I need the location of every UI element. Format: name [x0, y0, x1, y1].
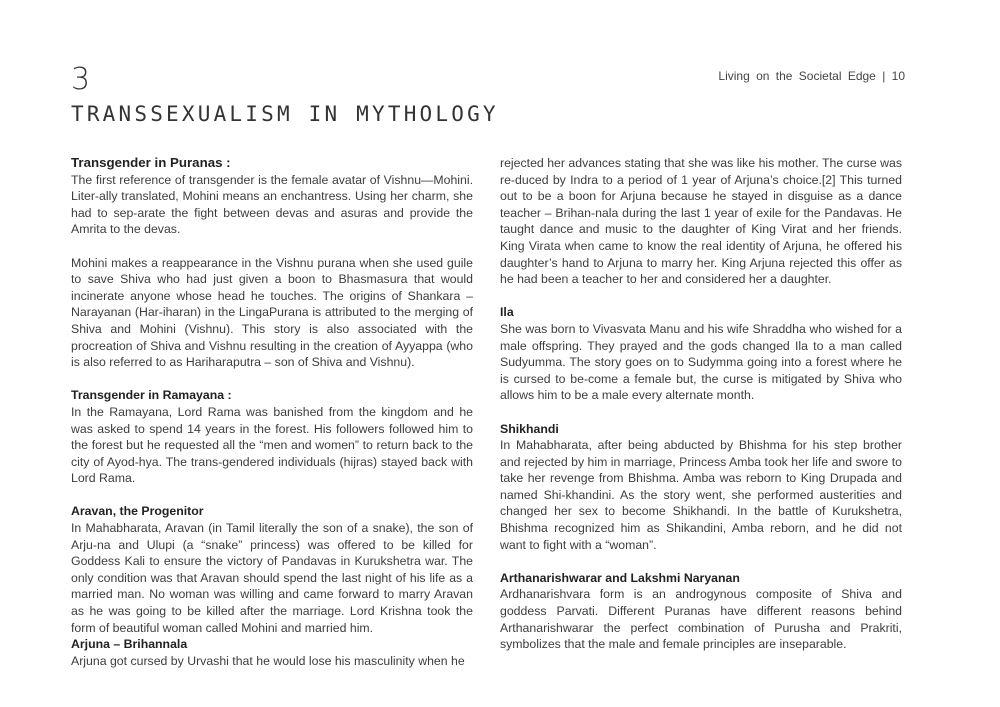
- left-column: [71, 155, 473, 669]
- section-heading-ila: Ila: [500, 305, 514, 320]
- right-column: [500, 155, 902, 653]
- section-heading-aravan: Aravan, the Progenitor: [71, 504, 204, 519]
- paragraph-aravan: In Mahabharata, Aravan (in Tamil literally the son of a snake), the son of Arju-na and Ulupi (a “snake” princess) was offered to be killed for Goddess Kali to ensure the victory of Pandavas in Kurukshetra war. The only condition was that Aravan should spend the last night of his life as a married man. No woman was willing and came forward to marry Aravan as he was going to be killed after the marriage. Lord Krishna took the form of beautiful woman called Mohini and married him.: [71, 521, 473, 635]
- chapter-title: TRANSSEXUALISM IN MYTHOLOGY: [71, 102, 499, 126]
- paragraph-ila: She was born to Vivasvata Manu and his wife Shraddha who wished for a male offspring. They prayed and the gods changed Ila to a man called Sudyumma. The story goes on to Sudymma going into a forest where he is cursed to be-come a female but, the curse is mitigated by Shiva who allows him to be a male every alternate month.: [500, 321, 902, 403]
- paragraph-arjuna: Arjuna got cursed by Urvashi that he would lose his masculinity when he: [71, 653, 465, 668]
- chapter-number: 3: [71, 62, 92, 97]
- section-heading-ramayana: Transgender in Ramayana :: [71, 388, 232, 403]
- paragraph-ramayana: In the Ramayana, Lord Rama was banished from the kingdom and he was asked to spend 14 years in the forest. His followers followed him to the forest but he requested all the “men and women” to return back to the city of Ayod-hya. The trans-gendered individuals (hijras) stayed back with Lord Rama.: [71, 404, 473, 486]
- paragraph-mohini-intro: The first reference of transgender is the female avatar of Vishnu—Mohini. Liter-ally translated, Mohini means an enchantress. Using her charm, she had to sep-arate the fight between devas and asuras and provide the Amrita to the devas.: [71, 172, 473, 237]
- running-head: Living on the Societal Edge | 10: [718, 69, 905, 83]
- paragraph-arjuna-continued: rejected her advances stating that she was like his mother. The curse was re-duced by Indra to a period of 1 year of Arjuna’s choice.[2] This turned out to be a boon for Arjuna because he stayed in disguise as a dance teacher – Brihan-nala during the last 1 year of exile for the Pandavas. He taught dance and music to the daughter of King Virat and her friends. King Virata when came to know the real identity of Arjuna, he offered his daughter’s hand to Arjuna to marry her. King Arjuna rejected this offer as he had been a teacher to her and considered her a daughter.: [500, 156, 902, 287]
- section-heading-puranas: Transgender in Puranas :: [71, 155, 231, 170]
- section-heading-arjuna: Arjuna – Brihannala: [71, 637, 188, 652]
- section-heading-shikhandi: Shikhandi: [500, 421, 559, 436]
- paragraph-mohini-reappearance: Mohini makes a reappearance in the Vishnu purana when she used guile to save Shiva who had just given a boon to Bhasmasura that would incinerate anyone whose head he touches. The origins of Shankara – Narayanan (Har-iharan) in the LingaPurana is attributed to the merging of Shiva and Mohini (Vishnu). This story is also associated with the procreation of Shiva and Vishnu resulting in the creation of Ayyappa (who is also referred to as Hariharaputra – son of Shiva and Vishnu).: [71, 255, 473, 370]
- paragraph-arthanarishwarar: Ardhanarishvara form is an androgynous composite of Shiva and goddess Parvati. Different Puranas have different reasons behind Arthanarishwarar the perfect combination of Purusha and Prakriti, symbolizes that the male and female principles are inseparable.: [500, 587, 902, 652]
- section-heading-arthanarishwarar: Arthanarishwarar and Lakshmi Naryanan: [500, 570, 740, 585]
- paragraph-shikhandi: In Mahabharata, after being abducted by Bhishma for his step brother and rejected by him in marriage, Princess Amba took her life and swore to take her revenge from Bhishma. Amba was reborn to King Drupada and named Shi-khandini. As the story went, she performed austerities and changed her sex to become Shikhandi. In the battle of Kurukshetra, Bhishma recognized him as Shikandini, Amba reborn, and he did not want to fight with a “woman”.: [500, 438, 902, 552]
